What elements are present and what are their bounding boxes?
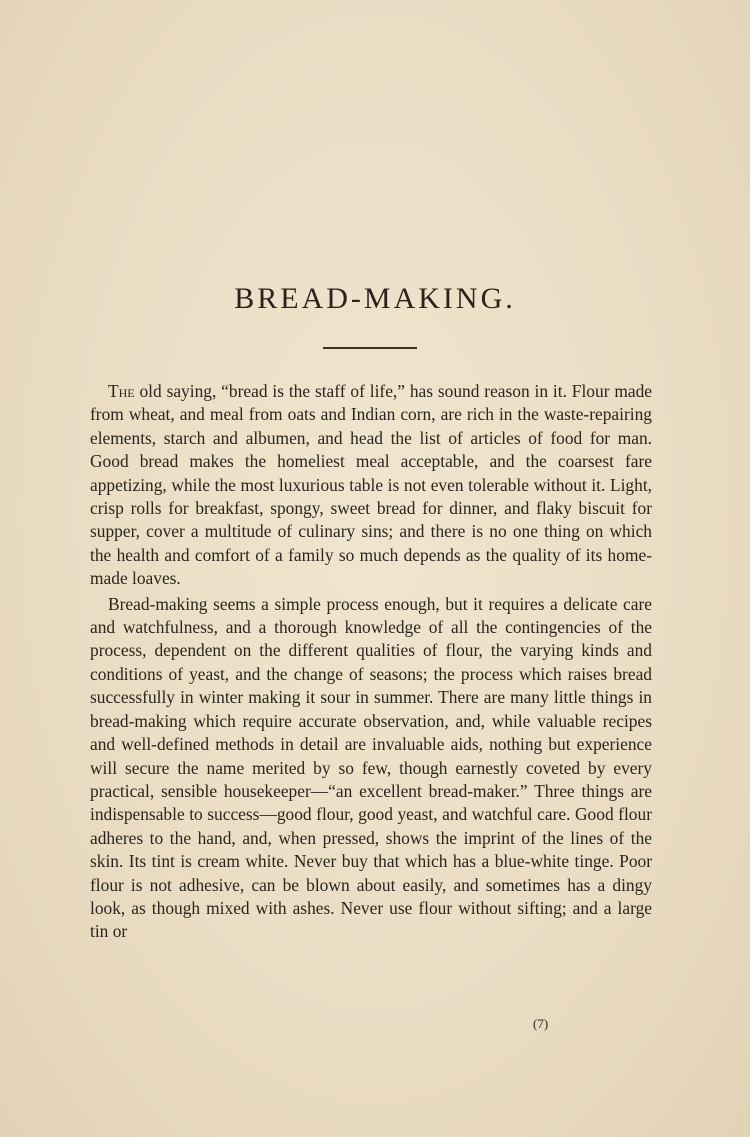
body-text xyxy=(90,380,652,944)
page-number: (7) xyxy=(533,1016,549,1031)
paragraph-text: old saying, “bread is the staff of life,” has sound reason in it. Flour made from wheat, and meal from oats and Indian corn, are rich in the waste-repairing elements, starch and albumen, and head the list of articles of food for man. Good bread makes the homeliest meal acceptable, and the coarsest fare appetizing, while the most luxurious table is not even tolerable without it. Light, crisp rolls for breakfast, spongy, sweet bread for dinner, and flaky biscuit for supper, cover a multitude of culinary sins; and there is no one thing on which the health and comfort of a family so much depends as the quality of its home-made loaves. xyxy=(90,381,652,589)
paragraph-text: Bread-making seems a simple process enough, but it requires a delicate care and watchfulness, and a thorough knowledge of all the contingencies of the process, dependent on the different qualities of flour, the varying kinds and conditions of yeast, and the change of seasons; the process which raises bread successfully in winter making it sour in summer. There are many little things in bread-making which require accurate observation, and, while valuable recipes and well-defined methods in detail are invaluable aids, nothing but experience will secure the name merited by so few, though earnestly coveted by every practical, sensible housekeeper—“an excellent bread-maker.” Three things are indispensable to success—good flour, good yeast, and watchful care. Good flour adheres to the hand, and, when pressed, shows the imprint of the lines of the skin. Its tint is cream white. Never buy that which has a blue-white tinge. Poor flour is not adhesive, can be blown about easily, and sometimes has a dingy look, as though mixed with ashes. Never use flour without sifting; and a large tin or xyxy=(90,593,652,942)
paragraph xyxy=(90,380,652,591)
chapter-heading: BREAD-MAKING. xyxy=(234,282,516,315)
paragraph xyxy=(90,593,652,944)
paragraph-lead-word: The xyxy=(108,381,135,401)
heading-rule xyxy=(323,347,417,349)
